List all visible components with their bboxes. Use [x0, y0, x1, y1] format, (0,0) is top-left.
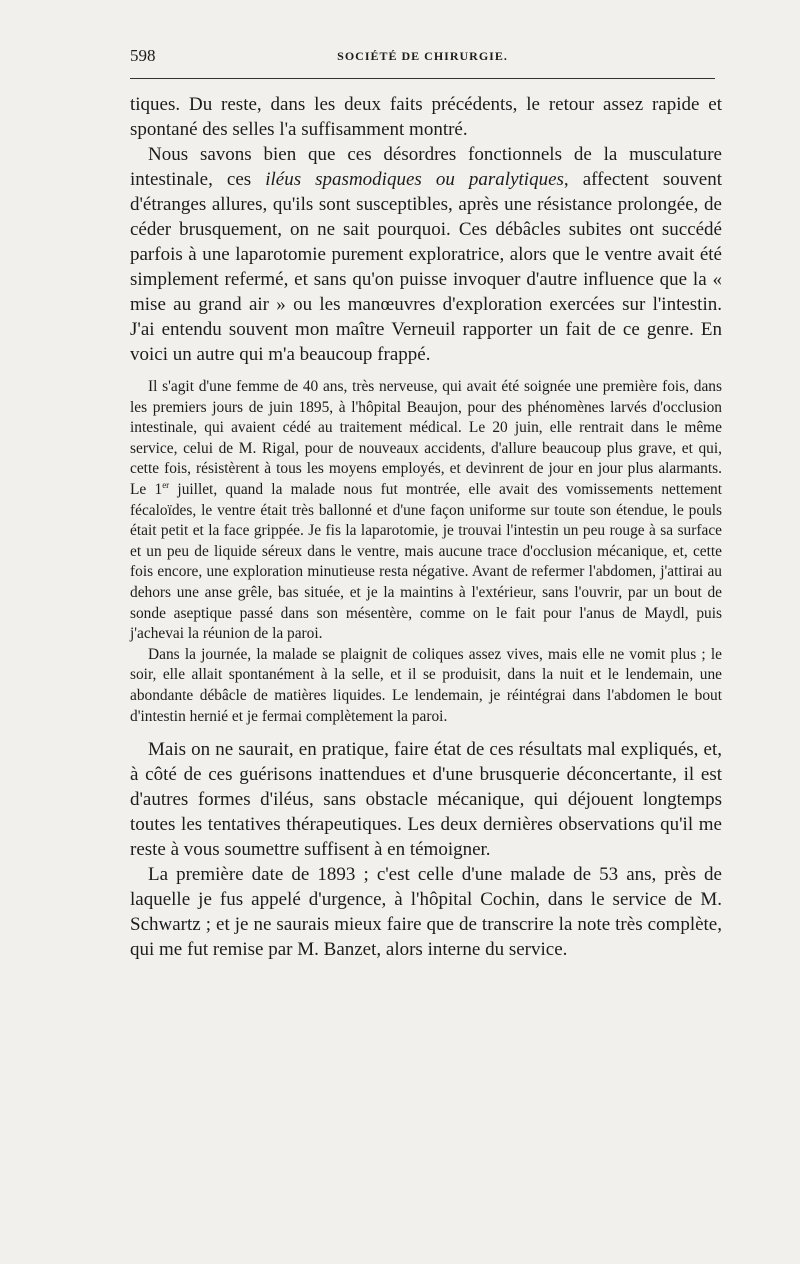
- header-rule: [130, 78, 715, 79]
- paragraph-ileus-text-2: , affectent souvent d'étranges allures, qu'ils sont susceptibles, après une résistance prolongée, de céder brusquement, on ne sait pourquoi. Ces débâcles subites ont succédé parfois à une laparotomie purement exploratrice, alors que le ventre avait été simplement refermé, et sans qu'on puisse invoquer d'autre influence que la « mise au grand air » ou les manœuvres d'exploration exercées sur l'intestin. J'ai entendu souvent mon maître Verneuil rapporter un fait de ce genre. En voici un autre qui m'a beaucoup frappé.: [130, 169, 722, 365]
- observation-outcome-paragraph: Dans la journée, la malade se plaignit de coliques assez vives, mais elle ne vomit plus ; le soir, elle allait spontanément à la selle, et il se produisit, dans la nuit et le lendemain, une abondante débâcle de matières liquides. Le lendemain, je réintégrai dans l'abdomen le bout d'intestin hernié et je fermai complètement la paroi.: [130, 645, 722, 725]
- page-body: [130, 92, 722, 962]
- paragraph-ileus: [130, 142, 722, 367]
- observation-case-paragraph: [130, 377, 722, 645]
- paragraph-continuation: tiques. Du reste, dans les deux faits précédents, le retour assez rapide et spontané des selles l'a suffisamment montré.: [130, 94, 722, 140]
- page-header: [130, 46, 715, 70]
- paragraph-ileus-italic: iléus spasmodiques ou paralytiques: [265, 169, 564, 190]
- paragraph-other-forms: Mais on ne saurait, en pratique, faire état de ces résultats mal expliqués, et, à côté de ces guérisons inattendues et d'une brusquerie déconcertante, il est d'autres formes d'iléus, sans obstacle mécanique, qui déjouent longtemps toutes les tentatives thérapeutiques. Les deux dernières observations qu'il me reste à vous soumettre suffisent à en témoigner.: [130, 739, 722, 861]
- page-number: 598: [130, 46, 156, 65]
- observation-case-text-2: juillet, quand la malade nous fut montrée, elle avait des vomissements nettement fécaloïdes, le ventre était très ballonné et d'une façon uniforme sur toute son étendue, le pouls était petit et la face grippée. Je fis la laparotomie, je trouvai l'intestin un peu rouge à sa surface et un peu de liquide séreux dans le ventre, mais aucune trace d'occlusion mécanique, et, cette fois encore, une exploration minutieuse resta négative. Avant de refermer l'abdomen, j'attirai au dehors une anse grêle, bas située, et je la maintins à l'extérieur, sans l'ouvrir, par un bout de sonde aseptique passé dans son mésentère, comme on le fait pour l'anus de Maydl, puis j'achevai la réunion de la paroi.: [130, 480, 723, 643]
- paragraph-ileus-text-1: Nous savons bien que ces désordres fonctionnels de la musculature intestinale, ces: [130, 144, 722, 190]
- observation-case-text-1: Il s'agit d'une femme de 40 ans, très nerveuse, qui avait été soignée une première fois, dans les premiers jours de juin 1895, à l'hôpital Beaujon, pour des phénomènes larvés d'occlusion intestinale, qui avaient cédé au traitement médical. Le 20 juin, elle rentrait dans le même service, celui de M. Rigal, pour de nouveaux accidents, d'allure beaucoup plus grave, et qui, cette fois, résistèrent à tous les moyens employés, et devinrent de jour en jour plus alarmants. Le 1: [130, 378, 722, 498]
- paragraph-first-observation: La première date de 1893 ; c'est celle d'une malade de 53 ans, près de laquelle je fus appelé d'urgence, à l'hôpital Cochin, dans le service de M. Schwartz ; et je ne saurais mieux faire que de transcrire la note très complète, qui me fut remise par M. Banzet, alors interne du service.: [130, 864, 722, 961]
- running-title: SOCIÉTÉ DE CHIRURGIE.: [337, 49, 508, 63]
- observation-case-superscript: er: [162, 479, 170, 490]
